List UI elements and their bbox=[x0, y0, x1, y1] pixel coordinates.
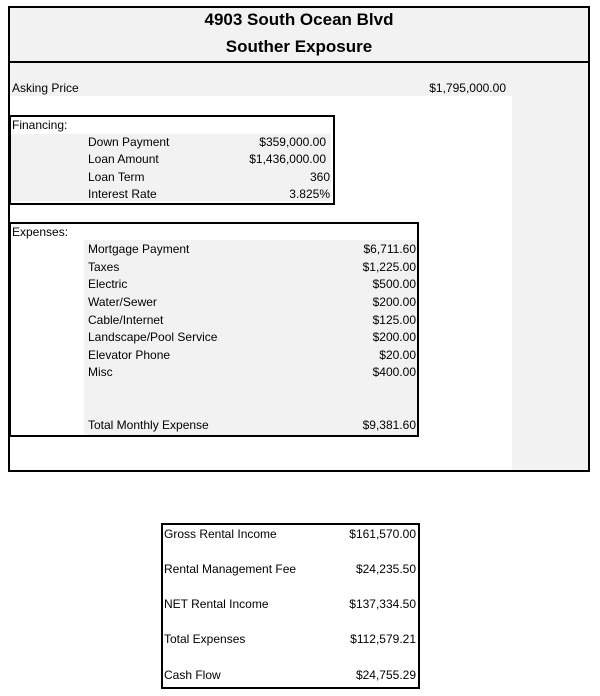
summary-label: Total Expenses bbox=[164, 632, 246, 646]
expense-label: Mortgage Payment bbox=[88, 242, 190, 256]
financing-label: Interest Rate bbox=[88, 187, 157, 201]
title-box bbox=[8, 6, 590, 63]
financing-label: Loan Term bbox=[88, 170, 145, 184]
summary-label: Gross Rental Income bbox=[164, 527, 277, 541]
expense-label: Electric bbox=[88, 277, 128, 291]
expense-value: $400.00 bbox=[372, 365, 416, 379]
total-expense-label: Total Monthly Expense bbox=[88, 418, 209, 432]
summary-value: $161,570.00 bbox=[349, 527, 416, 541]
financing-label: Loan Amount bbox=[88, 152, 159, 166]
summary-value: $24,755.29 bbox=[355, 668, 416, 682]
summary-value: $24,235.50 bbox=[355, 562, 416, 576]
expense-value: $200.00 bbox=[372, 330, 416, 344]
financing-value: 360 bbox=[309, 170, 330, 184]
financing-value: $1,436,000.00 bbox=[249, 152, 326, 166]
summary-value: $137,334.50 bbox=[349, 597, 416, 611]
expense-value: $125.00 bbox=[372, 313, 416, 327]
expense-label: Cable/Internet bbox=[88, 313, 164, 327]
expense-label: Water/Sewer bbox=[88, 295, 157, 309]
summary-label: Rental Management Fee bbox=[164, 562, 297, 576]
expense-value: $1,225.00 bbox=[362, 260, 416, 274]
expense-value: $500.00 bbox=[372, 277, 416, 291]
summary-label: Cash Flow bbox=[164, 668, 221, 682]
financing-label: Down Payment bbox=[88, 135, 170, 149]
financing-value: 3.825% bbox=[289, 187, 330, 201]
summary-label: NET Rental Income bbox=[164, 597, 269, 611]
expense-value: $20.00 bbox=[379, 348, 416, 362]
expense-value: $6,711.60 bbox=[363, 242, 416, 256]
property-exposure: Souther Exposure bbox=[225, 37, 373, 56]
summary-value: $112,579.21 bbox=[350, 632, 416, 646]
asking-price-label: Asking Price bbox=[12, 81, 79, 95]
expense-label: Taxes bbox=[88, 260, 120, 274]
property-address: 4903 South Ocean Blvd bbox=[204, 10, 394, 29]
financing-value: $359,000.00 bbox=[259, 135, 326, 149]
expenses-heading: Expenses: bbox=[12, 225, 69, 239]
expense-label: Misc bbox=[88, 365, 113, 379]
asking-price-value: $1,795,000.00 bbox=[429, 81, 506, 95]
expense-label: Elevator Phone bbox=[88, 348, 171, 362]
expense-value: $200.00 bbox=[372, 295, 416, 309]
financing-heading: Financing: bbox=[12, 118, 68, 132]
expense-label: Landscape/Pool Service bbox=[88, 330, 218, 344]
total-expense-value: $9,381.60 bbox=[362, 418, 416, 432]
